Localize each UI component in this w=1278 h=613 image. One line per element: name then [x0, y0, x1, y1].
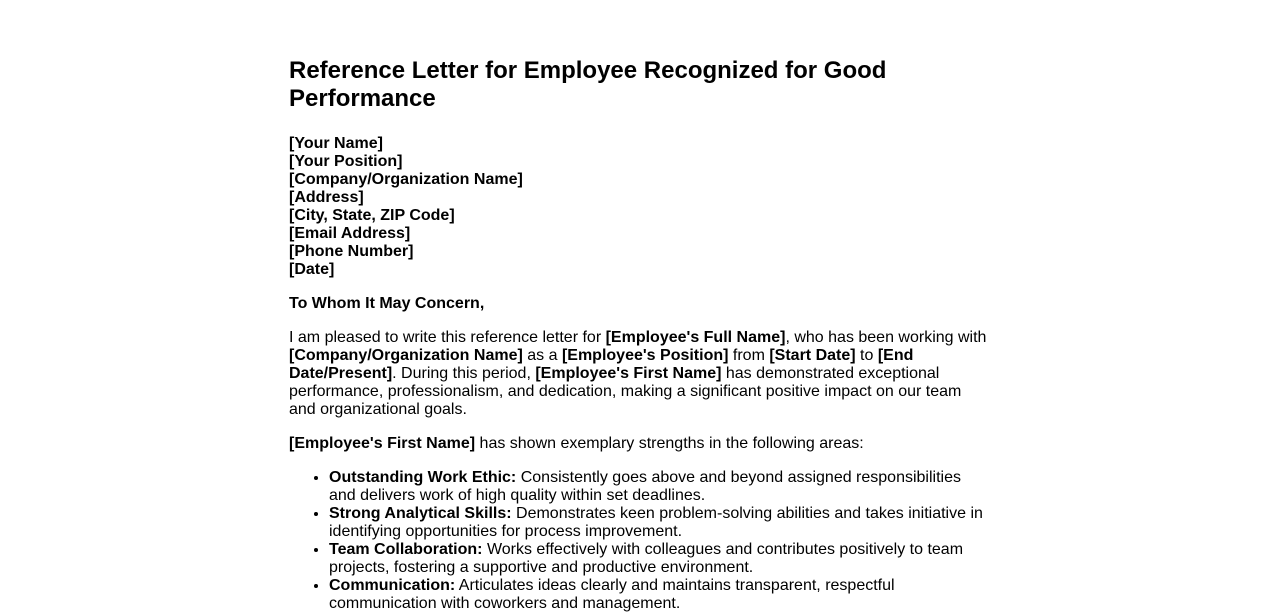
bullet-text: Articulates ideas clearly and maintains transparent, respectful communication with coworkers and management.: [329, 577, 895, 612]
sender-line-your-name: [Your Name]: [289, 135, 383, 152]
sender-line-company-name: [Company/Organization Name]: [289, 171, 523, 188]
list-item-communication: [329, 577, 989, 613]
list-item-analytical-skills: [329, 505, 989, 541]
bullet-text: Consistently goes above and beyond assigned responsibilities and delivers work of high quality within set deadlines.: [329, 469, 961, 504]
bullet-text: Demonstrates keen problem-solving abilities and takes initiative in identifying opportunities for process improvement.: [329, 505, 983, 540]
bullet-label: Outstanding Work Ethic:: [329, 469, 517, 486]
sender-line-email: [Email Address]: [289, 225, 411, 242]
sender-line-date: [Date]: [289, 261, 335, 278]
bullet-label: Strong Analytical Skills:: [329, 505, 512, 522]
sender-line-your-position: [Your Position]: [289, 153, 403, 170]
list-item-team-collaboration: [329, 541, 989, 577]
intro-paragraph: I am pleased to write this reference letter for [Employee's Full Name], who has been working with [Company/Organization Name] as a [Employee's Position] from [Start Date] to [End Date/Present]. During this period, [Employee's First Name] has demonstrated exceptional performance, professionalism, and dedication, making a significant positive impact on our team and organizational goals.: [289, 329, 987, 418]
strengths-list: [289, 469, 989, 613]
document-title: Reference Letter for Employee Recognized for Good Performance: [289, 57, 887, 112]
bullet-label: Team Collaboration:: [329, 541, 483, 558]
list-item-work-ethic: [329, 469, 989, 505]
sender-line-phone: [Phone Number]: [289, 243, 414, 260]
sender-line-address: [Address]: [289, 189, 364, 206]
bullet-label: Communication:: [329, 577, 456, 594]
sender-line-city-state-zip: [City, State, ZIP Code]: [289, 207, 455, 224]
bullet-text: Works effectively with colleagues and contributes positively to team projects, fostering a supportive and productive environment.: [329, 541, 964, 576]
sender-block: [289, 135, 989, 279]
salutation: To Whom It May Concern,: [289, 295, 485, 312]
strengths-intro-paragraph: [Employee's First Name] has shown exemplary strengths in the following areas:: [289, 435, 864, 452]
document-page: [289, 0, 989, 613]
